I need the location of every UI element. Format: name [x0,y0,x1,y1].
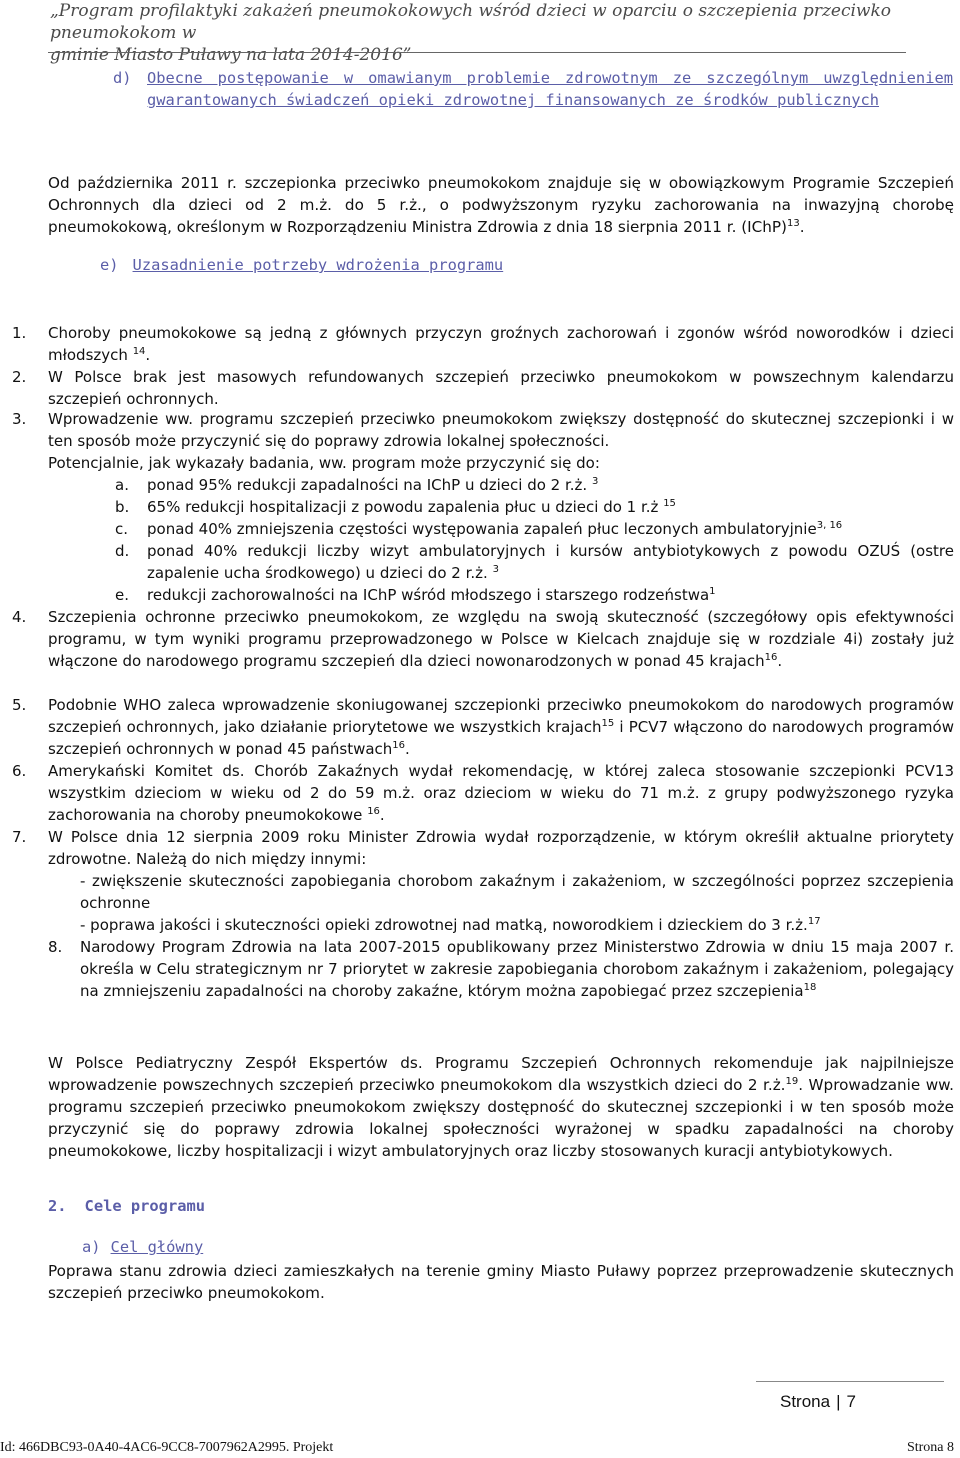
list-item-text: Podobnie WHO zaleca wprowadzenie skoniugowanej szczepionki przeciwko pneumokokom do narodowych programów szczepień ochronnych, jako działanie priorytetowe we wszystkich krajach [48,696,954,736]
subitem [147,518,954,540]
footnote-ref: 3 [492,564,499,575]
list-item [80,936,954,1002]
list-item-end: . [145,346,151,364]
list-item [48,408,954,452]
list-item-text: i PCV7 włączono do narodowych programów szczepień ochronnych w ponad 45 państwach [48,718,954,758]
paragraph-pediatric [48,1052,954,1162]
list-item [48,322,954,366]
footnote-ref: 15 [663,498,676,509]
list-item [48,694,954,760]
footnote-ref: 13 [786,217,800,229]
header-divider [48,52,906,53]
footnote-ref: 3, 16 [816,520,843,531]
list-item-text: Wprowadzenie ww. programu szczepień przeciwko pneumokokom zwiększy dostępność do skutecznej szczepionki i w ten sposób może przyczynić się do poprawy zdrowia lokalnej społeczności. [48,410,954,450]
footnote-ref: 15 [601,718,615,729]
footnote-ref: 1 [709,586,716,597]
priority-item: - zwiększenie skuteczności zapobiegania chorobom zakaźnym i zakażeniom, w szczególności poprzez szczepienia ochronne [80,872,954,912]
subitem-text: ponad 40% zmniejszenia częstości występowania zapaleń płuc leczonych ambulatoryjnie [147,520,817,538]
list-item-text: W Polsce brak jest masowych refundowanych szczepień przeciwko pneumokokom w powszechnym kalendarzu szczepień ochronnych. [48,368,954,408]
section-2-title: Cele programu [84,1197,206,1215]
list-item-end: . [777,652,783,670]
page-num: 7 [846,1392,856,1411]
list-item-end: . [379,806,385,824]
page-number [780,1392,856,1412]
item-number: 7. [12,828,27,846]
header-line-2: gminie Miasto Puławy na lata 2014-2016” [50,45,412,65]
item-number: 8. [48,938,63,956]
list-item-text: Choroby pneumokokowe są jedną z głównych przyczyn groźnych zachorowań i zgonów wśród noworodków i dzieci młodszych [48,324,954,364]
subitem-letter: b. [115,498,130,516]
subitem-letter: a. [115,476,129,494]
subitem-text: ponad 95% redukcji zapadalności na IChP u dzieci do 2 r.ż. [147,476,588,494]
list-item-text: Szczepienia ochronne przeciwko pneumokokom, ze względu na swoją skuteczność (szczegółowy opis efektywności programu, w tym wyniki programu przeprowadzonego w Polsce w Kielcach znajduje się w rozdziale 4i) zostały już włączone do narodowego programu szczepień dla dzieci nowonarodzonych w ponad 45 krajach [48,608,954,670]
section-a-label: a) [82,1238,101,1256]
subitem-text: ponad 40% redukcji liczby wizyt ambulatoryjnych i kursów antybiotykowych z powodu OZUŚ (ostre zapalenie ucha środkowego) u dzieci do 2 r.ż. [147,542,954,582]
footnote-ref: 16 [367,806,380,817]
section-2-heading [48,1197,205,1215]
section-d-title: Obecne postępowanie w omawianym problemie zdrowotnym ze szczególnym uwzględnieniem gwarantowanych świadczeń opieki zdrowotnej finansowanych ze środków publicznych [147,69,953,109]
subitem [147,474,954,496]
section-e-title: Uzasadnienie potrzeby wdrożenia programu [132,256,504,274]
document-page: Strona 8 [906,1440,954,1455]
subitem [147,584,954,606]
subitem-text: 65% redukcji hospitalizacji z powodu zapalenia płuc u dzieci do 1 r.ż [147,498,659,516]
list-item [48,760,954,826]
subitem [147,496,954,518]
section-a-heading [82,1238,203,1256]
document-id: Id: 466DBC93-0A40-4AC6-9CC8-7007962A2995. Projekt [0,1440,334,1455]
list-item [48,826,954,870]
paragraph-intro-text: Od października 2011 r. szczepionka przeciwko pneumokokom znajduje się w obowiązkowym Programie Szczepień Ochronnych dla dzieci od 2 m.ż. do 5 r.ż., o podwyższonym ryzyku zachorowania na inwazyjną chorobę pneumokokową, określonym w Rozporządzeniu Ministra Zdrowia z dnia 18 sierpnia 2011 r. (IChP) [48,174,954,236]
list-item-end: . [405,740,410,758]
item-number: 5. [12,696,27,714]
priority-item-text: - poprawa jakości i skuteczności opieki zdrowotnej nad matką, noworodkiem i dzieckiem do 3 r.ż. [80,916,808,934]
subitem-letter: e. [115,586,129,604]
footnote-ref: 17 [807,916,821,927]
list-item-text: W Polsce dnia 12 sierpnia 2009 roku Minister Zdrowia wydał rozporządzenie, w którym określił aktualne priorytety zdrowotne. Należą do nich między innymi: [48,828,954,868]
footer-divider [756,1381,944,1382]
document-footer [0,1440,958,1456]
footnote-ref: 19 [785,1075,799,1087]
list-item-continuation: Potencjalnie, jak wykazały badania, ww. program może przyczynić się do: [48,454,600,472]
footnote-ref: 16 [392,740,406,751]
subitem-text: redukcji zachorowalności na IChP wśród młodszego i starszego rodzeństwa [147,586,710,604]
subitem-letter: c. [115,520,129,538]
footnote-ref: 3 [591,476,599,487]
page-separator: | [836,1392,841,1411]
item-number: 3. [12,410,27,428]
section-e-heading [100,254,503,276]
list-item [48,366,954,410]
header-line-1: „Program profilaktyki zakażeń pneumokokowych wśród dzieci w oparciu o szczepienia przeciwko pneumokokom w [50,1,892,43]
list-item-text: Narodowy Program Zdrowia na lata 2007-2015 opublikowany przez Ministerstwo Zdrowia w dniu 15 maja 2007 r. określa w Celu strategicznym nr 7 priorytet w zakresie zapobiegania chorobom zakaźnym i zakażeniom, polegający na zmniejszeniu zapadalności na choroby zakaźne, którym można zapobiegać przez szczepienia [80,938,954,1000]
section-a-title: Cel główny [110,1238,204,1256]
footnote-ref: 14 [132,346,146,357]
item-number: 4. [12,608,27,626]
section-e-label: e) [100,256,119,274]
list-item [48,606,954,672]
section-d-label: d) [113,69,132,87]
paragraph-end: . [799,218,805,236]
footnote-ref: 18 [803,982,817,993]
footnote-ref: 16 [764,652,778,663]
item-number: 1. [12,324,27,342]
item-number: 2. [12,368,27,386]
subitem [147,540,954,584]
section-d-heading [113,67,953,111]
page-label: Strona [780,1392,831,1411]
running-header [50,0,930,66]
item-number: 6. [12,762,27,780]
section-2-number: 2. [48,1197,67,1215]
paragraph-main-goal: Poprawa stanu zdrowia dzieci zamieszkałych na terenie gminy Miasto Puławy poprzez przeprowadzenie skutecznych szczepień przeciwko pneumokokom. [48,1262,954,1302]
paragraph-pediatric-text: W Polsce Pediatryczny Zespół Ekspertów ds. Programu Szczepień Ochronnych rekomenduje jak najpilniejsze wprowadzenie powszechnych szczepień przeciwko pneumokokom dla wszystkich dzieci do 2 r.ż. [48,1054,954,1094]
list-item-text: Amerykański Komitet ds. Chorób Zakaźnych wydał rekomendację, w której zaleca stosowanie szczepionki PCV13 wszystkim dzieciom w wieku od 2 do 59 m.ż. oraz dzieciom w wieku do 71 m.ż. z grupy podwyższonego ryzyka zachorowania na choroby pneumokokowe [48,762,954,824]
paragraph-pediatric-text: . Wprowadzanie ww. programu szczepień przeciwko pneumokokom zwiększy dostępność do skutecznej szczepionki i w ten sposób może przyczynić się do poprawy zdrowia lokalnej społeczności wyrażonej w spadku zapadalności na choroby pneumokokowe, liczby hospitalizacji i wizyt ambulatoryjnych oraz liczby stosowanych kuracji antybiotykowych. [48,1076,954,1160]
priority-item [80,914,954,936]
subitem-letter: d. [115,542,130,560]
paragraph-intro [48,172,954,238]
